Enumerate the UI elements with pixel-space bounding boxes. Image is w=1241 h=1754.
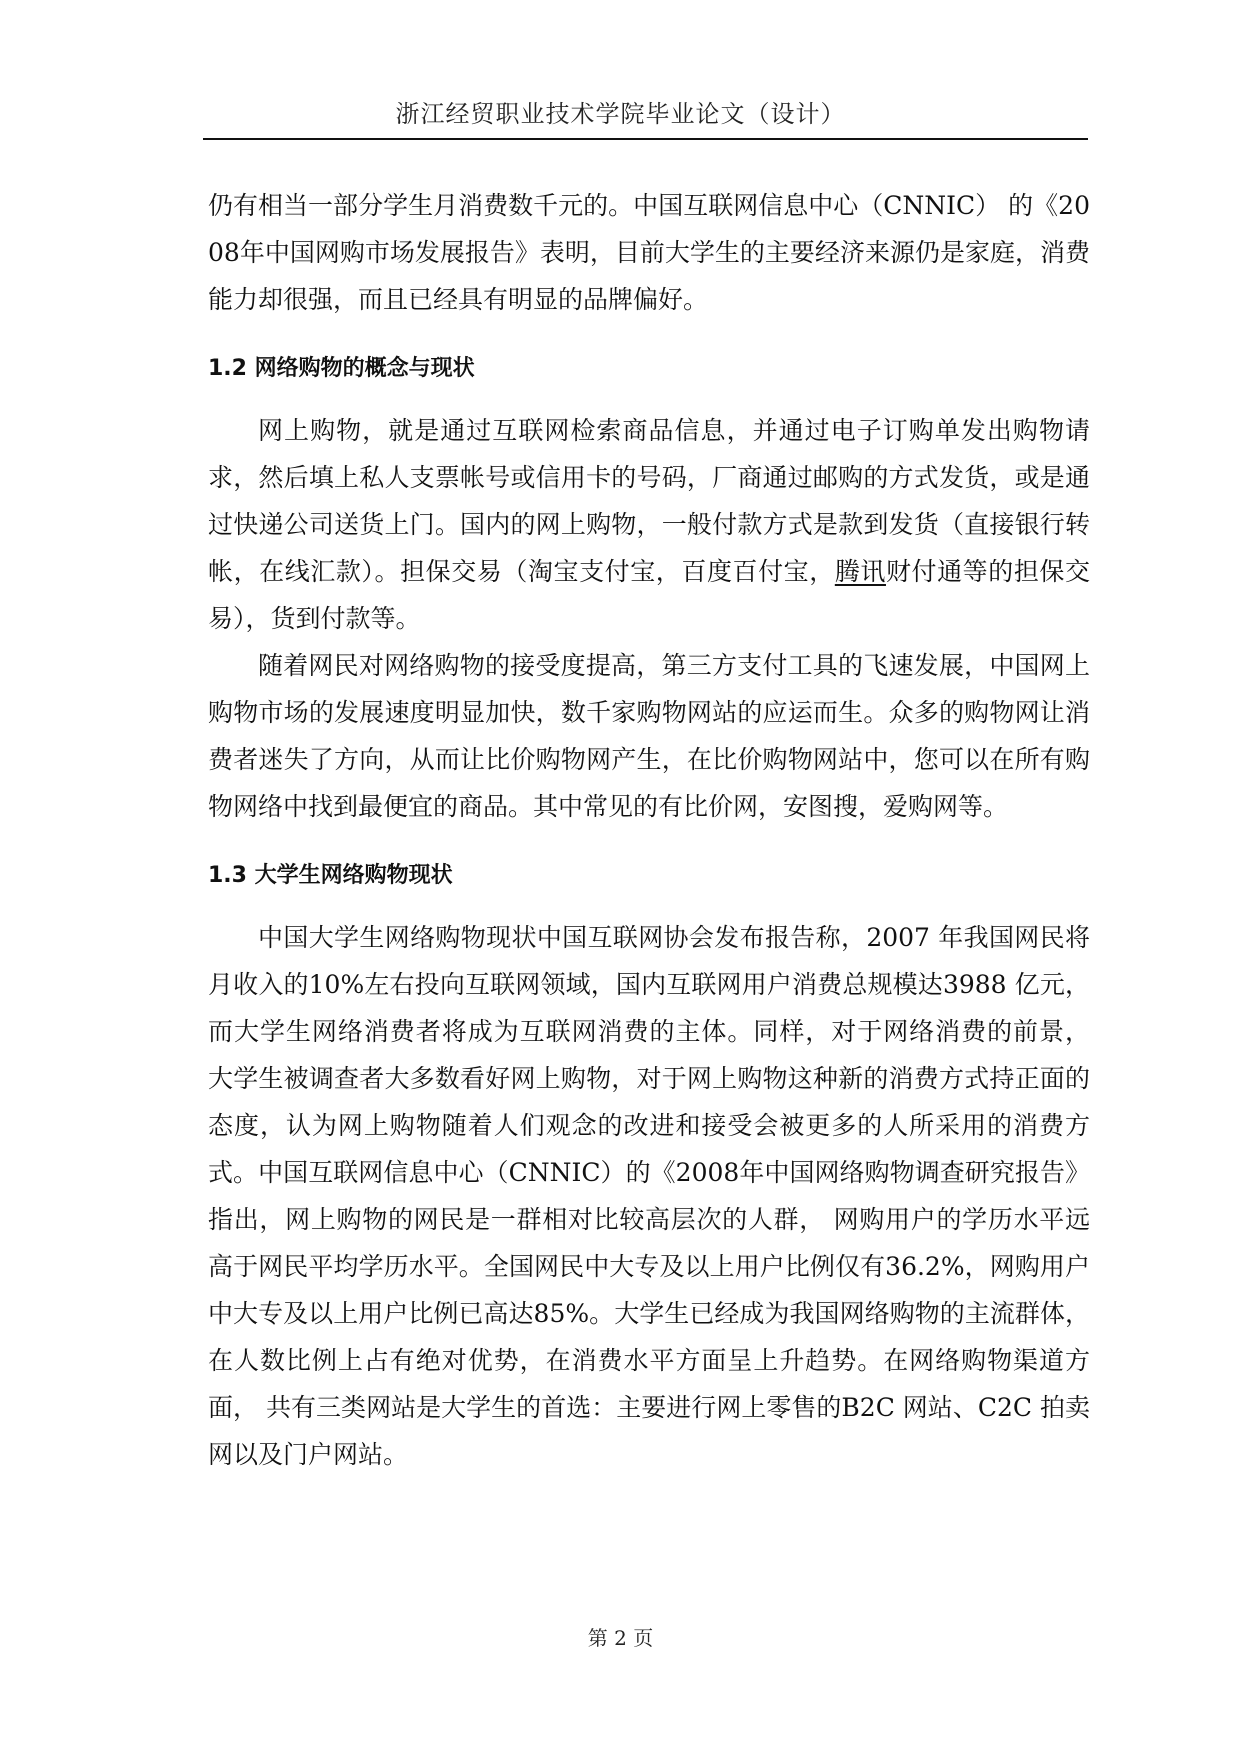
section-1-2-paragraph-1: [208, 407, 1090, 642]
page-number: 第 2 页: [587, 1626, 654, 1650]
section-1-3-paragraph-1: 中国大学生网络购物现状中国互联网协会发布报告称，2007 年我国网民将月收入的10%左右投向互联网领域，国内互联网用户消费总规模达3988 亿元， 而大学生网络消费者将成为互联网消费的主体。同样，对于网络消费的前景， 大学生被调查者大多数看好网上购物，对于网上购物这种新的消费方式持正面的态度，认为网上购物随着人们观念的改进和接受会被更多的人所采用的消费方式。中国互联网信息中心（CNNIC）的《2008年中国网络购物调查研究报告》指出，网上购物的网民是一群相对比较高层次的人群， 网购用户的学历水平远高于网民平均学历水平。全国网民中大专及以上用户比例仅有36.2%，网购用户中大专及以上用户比例已高达85%。大学生已经成为我国网络购物的主流群体，在人数比例上占有绝对优势，在消费水平方面呈上升趋势。在网络购物渠道方面， 共有三类网站是大学生的首选：主要进行网上零售的B2C 网站、C2C 拍卖网以及门户网站。: [208, 923, 1090, 1469]
document-body: [208, 182, 1090, 1478]
section-heading-1-2: 1.2 网络购物的概念与现状: [208, 356, 475, 381]
section-1-2-paragraph-2: 随着网民对网络购物的接受度提高，第三方支付工具的飞速发展，中国网上购物市场的发展速度明显加快，数千家购物网站的应运而生。众多的购物网让消费者迷失了方向，从而让比价购物网产生，在比价购物网站中，您可以在所有购物网络中找到最便宜的商品。其中常见的有比价网，安图搜，爱购网等。: [208, 651, 1090, 821]
section-heading-1-3: 1.3 大学生网络购物现状: [208, 863, 453, 888]
section-1-2-paragraph-1-text-end: 财付通等的担保交易），货到付款等。: [208, 557, 1090, 633]
tencent-link[interactable]: 腾讯: [834, 557, 886, 586]
section-1-2-paragraph-1-text: 网上购物，就是通过互联网检索商品信息，并通过电子订购单发出购物请求，然后填上私人支票帐号或信用卡的号码，厂商通过邮购的方式发货，或是通过快递公司送货上门。国内的网上购物，一般付款方式是款到发货（直接银行转帐，在线汇款）。担保交易（淘宝支付宝，百度百付宝，: [208, 416, 1090, 586]
intro-paragraph: 仍有相当一部分学生月消费数千元的。中国互联网信息中心（CNNIC） 的《2008年中国网购市场发展报告》表明，目前大学生的主要经济来源仍是家庭，消费能力却很强，而且已经具有明显的品牌偏好。: [208, 191, 1090, 314]
header-divider: [203, 138, 1088, 140]
page-header-title: 浙江经贸职业技术学院毕业论文（设计）: [395, 100, 846, 128]
